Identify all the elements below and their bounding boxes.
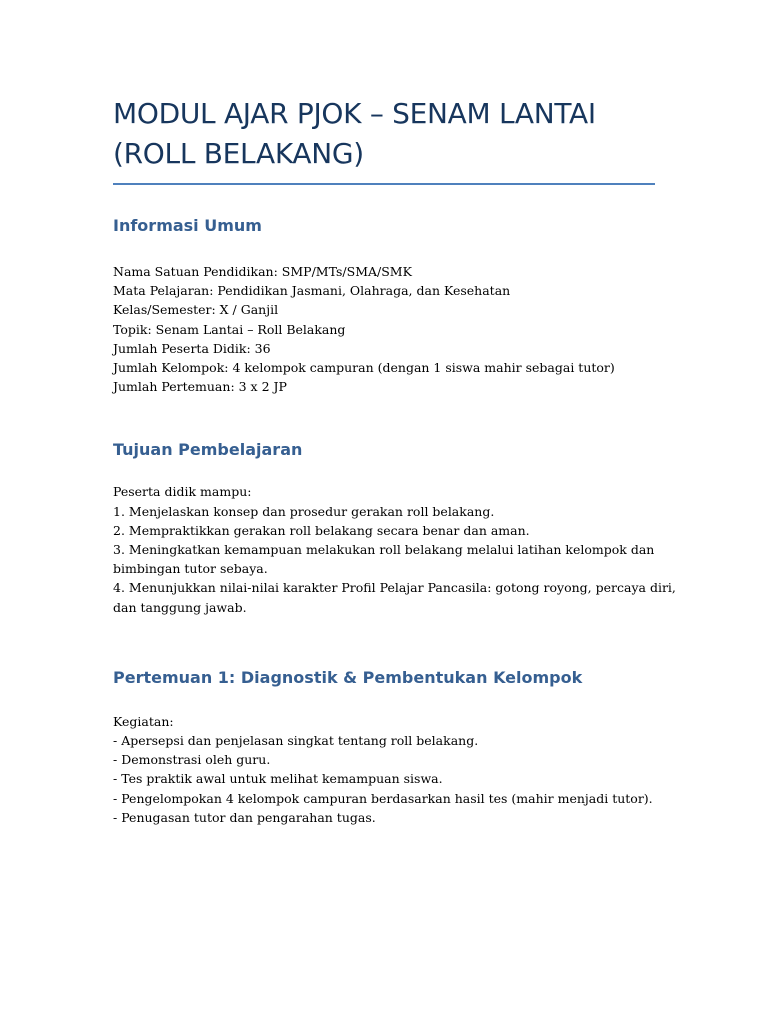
pertemuan-1-line-kegiatan: Kegiatan: <box>113 713 174 729</box>
title-line-1: MODUL AJAR PJOK – SENAM LANTAI <box>113 97 596 130</box>
tujuan-line-3a: 3. Meningkatkan kemampuan melakukan roll belakang melalui latihan kelompok dan <box>113 542 655 558</box>
pertemuan-1-line-5: - Penugasan tutor dan pengarahan tugas. <box>113 809 376 825</box>
tujuan-line-3b: bimbingan tutor sebaya. <box>113 561 268 577</box>
info-line-mapel: Mata Pelajaran: Pendidikan Jasmani, Olahraga, dan Kesehatan <box>113 283 511 299</box>
info-line-peserta: Jumlah Peserta Didik: 36 <box>113 340 271 356</box>
title-underline-rule <box>113 183 655 185</box>
tujuan-line-intro: Peserta didik mampu: <box>113 484 252 500</box>
pertemuan-1-paragraph <box>113 712 655 827</box>
pertemuan-1-line-4: - Pengelompokan 4 kelompok campuran berdasarkan hasil tes (mahir menjadi tutor). <box>113 790 653 806</box>
section-heading-tujuan: Tujuan Pembelajaran <box>113 440 303 460</box>
document-body <box>113 94 676 827</box>
tujuan-line-2: 2. Mempraktikkan gerakan roll belakang secara benar dan aman. <box>113 522 530 538</box>
pertemuan-1-line-1: - Apersepsi dan penjelasan singkat tentang roll belakang. <box>113 733 479 749</box>
info-line-kelompok: Jumlah Kelompok: 4 kelompok campuran (dengan 1 siswa mahir sebagai tutor) <box>113 360 615 376</box>
page-title <box>113 94 655 174</box>
tujuan-line-4a: 4. Menunjukkan nilai-nilai karakter Profil Pelajar Pancasila: gotong royong, percaya diri, <box>113 580 676 596</box>
section-heading-informasi-umum: Informasi Umum <box>113 216 262 235</box>
pertemuan-1-line-2: - Demonstrasi oleh guru. <box>113 752 271 768</box>
tujuan-line-4b: dan tanggung jawab. <box>113 599 247 615</box>
tujuan-paragraph <box>113 482 676 616</box>
section-heading-pertemuan-1: Pertemuan 1: Diagnostik & Pembentukan Kelompok <box>113 667 583 687</box>
title-line-2: (ROLL BELAKANG) <box>113 137 364 170</box>
info-line-satuan: Nama Satuan Pendidikan: SMP/MTs/SMA/SMK <box>113 264 412 279</box>
info-line-pertemuan: Jumlah Pertemuan: 3 x 2 JP <box>113 379 287 395</box>
info-line-topik: Topik: Senam Lantai – Roll Belakang <box>113 321 346 337</box>
informasi-umum-paragraph <box>113 262 655 396</box>
tujuan-line-1: 1. Menjelaskan konsep dan prosedur gerakan roll belakang. <box>113 503 495 519</box>
pertemuan-1-line-3: - Tes praktik awal untuk melihat kemampuan siswa. <box>113 771 443 787</box>
info-line-kelas: Kelas/Semester: X / Ganjil <box>113 302 279 318</box>
